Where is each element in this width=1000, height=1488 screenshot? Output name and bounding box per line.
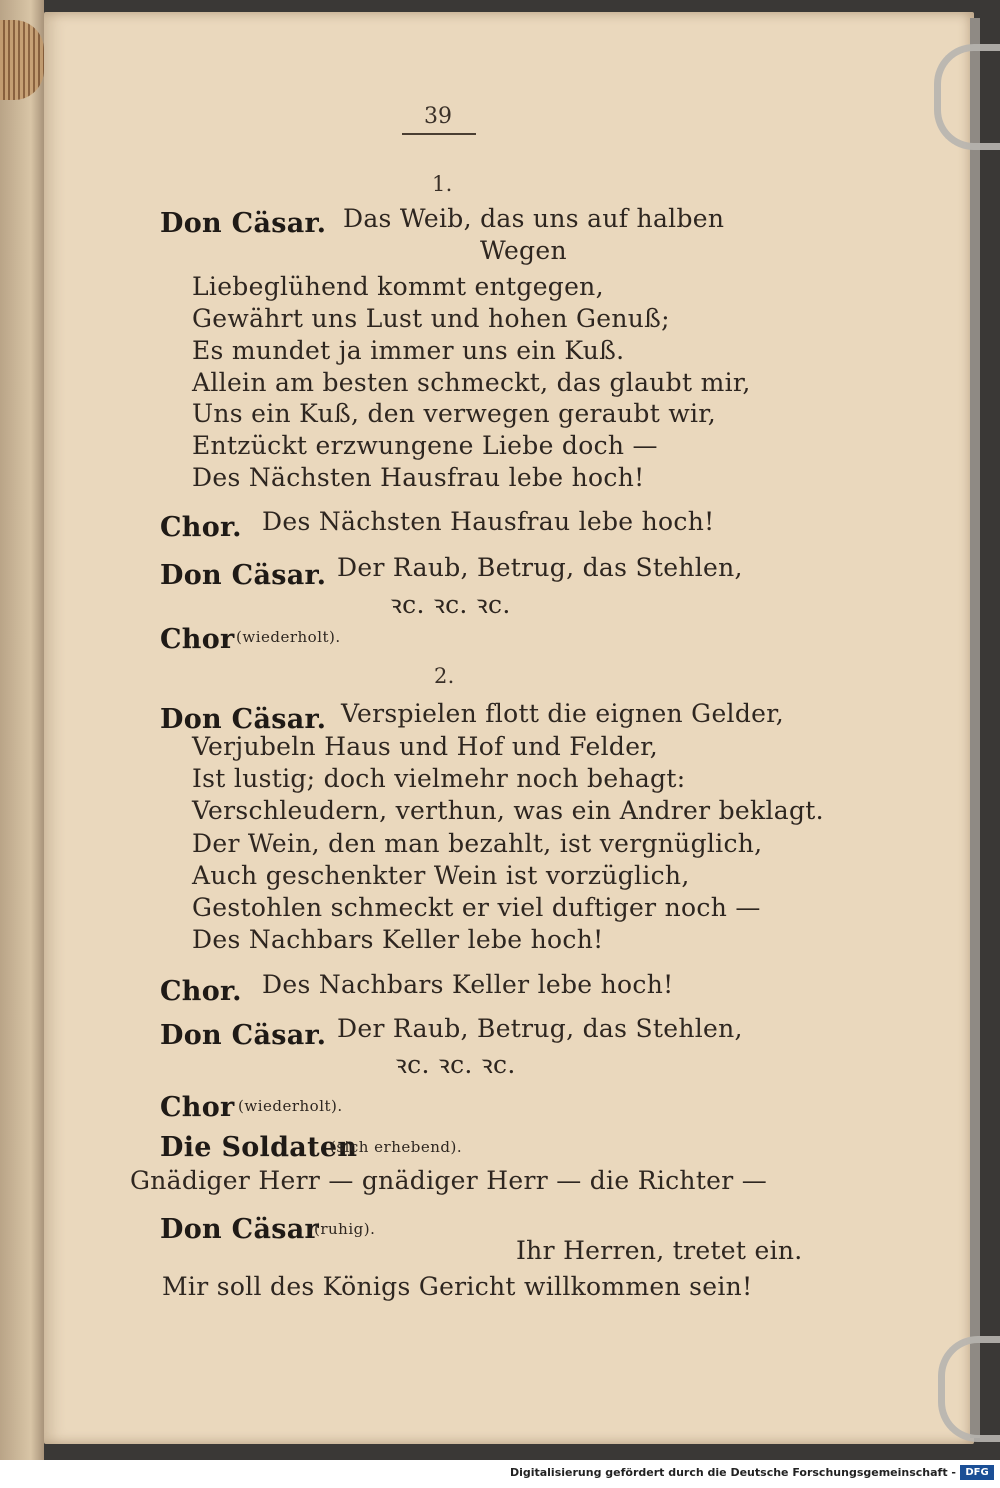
verse-line: Gestohlen schmeckt er viel duftiger noch —	[192, 893, 761, 922]
verse-number-2: 2.	[434, 664, 455, 688]
dfg-logo: DFG	[960, 1465, 994, 1480]
stage-direction: (wiederholt).	[238, 1097, 343, 1115]
verse-number-1: 1.	[432, 172, 453, 196]
page-number: 39	[424, 104, 452, 129]
speaker-don-caesar: Don Cäsar.	[160, 560, 327, 591]
dialogue-line: Ihr Herren, tretet ein.	[516, 1236, 803, 1265]
chorus-line: Des Nächsten Hausfrau lebe hoch!	[262, 507, 715, 536]
speaker-chor: Chor	[160, 1092, 235, 1123]
chorus-line: Des Nachbars Keller lebe hoch!	[262, 970, 674, 999]
dialogue-line: Mir soll des Königs Gericht willkommen sein!	[162, 1272, 753, 1301]
page-stack-edge	[970, 18, 980, 1438]
speaker-soldiers: Die Soldaten	[160, 1132, 358, 1163]
refrain-line: Der Raub, Betrug, das Stehlen,	[337, 553, 743, 582]
verse-line: Gewährt uns Lust und hohen Genuß;	[192, 304, 670, 333]
refrain-etc: ꝛc. ꝛc. ꝛc.	[395, 1050, 516, 1079]
bottom-page-clip	[938, 1336, 1000, 1442]
speaker-don-caesar: Don Cäsar.	[160, 208, 327, 239]
verse-line: Ist lustig; doch vielmehr noch behagt:	[192, 764, 686, 793]
verse-line: Des Nächsten Hausfrau lebe hoch!	[192, 463, 645, 492]
dialogue-line: Gnädiger Herr — gnädiger Herr — die Richter —	[130, 1166, 768, 1195]
refrain-etc: ꝛc. ꝛc. ꝛc.	[390, 590, 511, 619]
digitization-footer	[0, 1460, 1000, 1488]
verse-line: Liebeglühend kommt entgegen,	[192, 272, 604, 301]
verse-line: Es mundet ja immer uns ein Kuß.	[192, 336, 625, 365]
speaker-chor: Chor.	[160, 976, 242, 1007]
verse-line: Des Nachbars Keller lebe hoch!	[192, 925, 604, 954]
book-spine-curl	[0, 20, 44, 100]
verse-line: Verjubeln Haus und Hof und Felder,	[192, 732, 659, 761]
page-number-rule	[402, 133, 476, 135]
verse-line: Entzückt erzwungene Liebe doch —	[192, 431, 658, 460]
verse-line: Uns ein Kuß, den verwegen geraubt wir,	[192, 399, 717, 428]
top-page-clip	[934, 44, 1000, 150]
speaker-chor: Chor	[160, 624, 235, 655]
verse-line: Verspielen flott die eignen Gelder,	[341, 699, 784, 728]
speaker-don-caesar: Don Cäsar.	[160, 704, 327, 735]
verse-line: Das Weib, das uns auf halben	[343, 204, 725, 233]
speaker-don-caesar: Don Cäsar	[160, 1214, 320, 1245]
verse-line: Allein am besten schmeckt, das glaubt mir,	[192, 368, 751, 397]
verse-line: Verschleudern, verthun, was ein Andrer beklagt.	[192, 796, 824, 825]
facing-page-edge	[0, 0, 44, 1460]
verse-line: Der Wein, den man bezahlt, ist vergnüglich,	[192, 829, 763, 858]
funding-credit: Digitalisierung gefördert durch die Deutsche Forschungsgemeinschaft -	[509, 1466, 956, 1479]
stage-direction: (wiederholt).	[236, 628, 341, 646]
refrain-line: Der Raub, Betrug, das Stehlen,	[337, 1014, 743, 1043]
verse-line: Wegen	[480, 236, 567, 265]
stage-direction: (ruhig).	[314, 1220, 376, 1238]
verse-line: Auch geschenkter Wein ist vorzüglich,	[192, 861, 690, 890]
speaker-chor: Chor.	[160, 512, 242, 543]
stage-direction: (sich erhebend).	[330, 1138, 463, 1156]
speaker-don-caesar: Don Cäsar.	[160, 1020, 327, 1051]
